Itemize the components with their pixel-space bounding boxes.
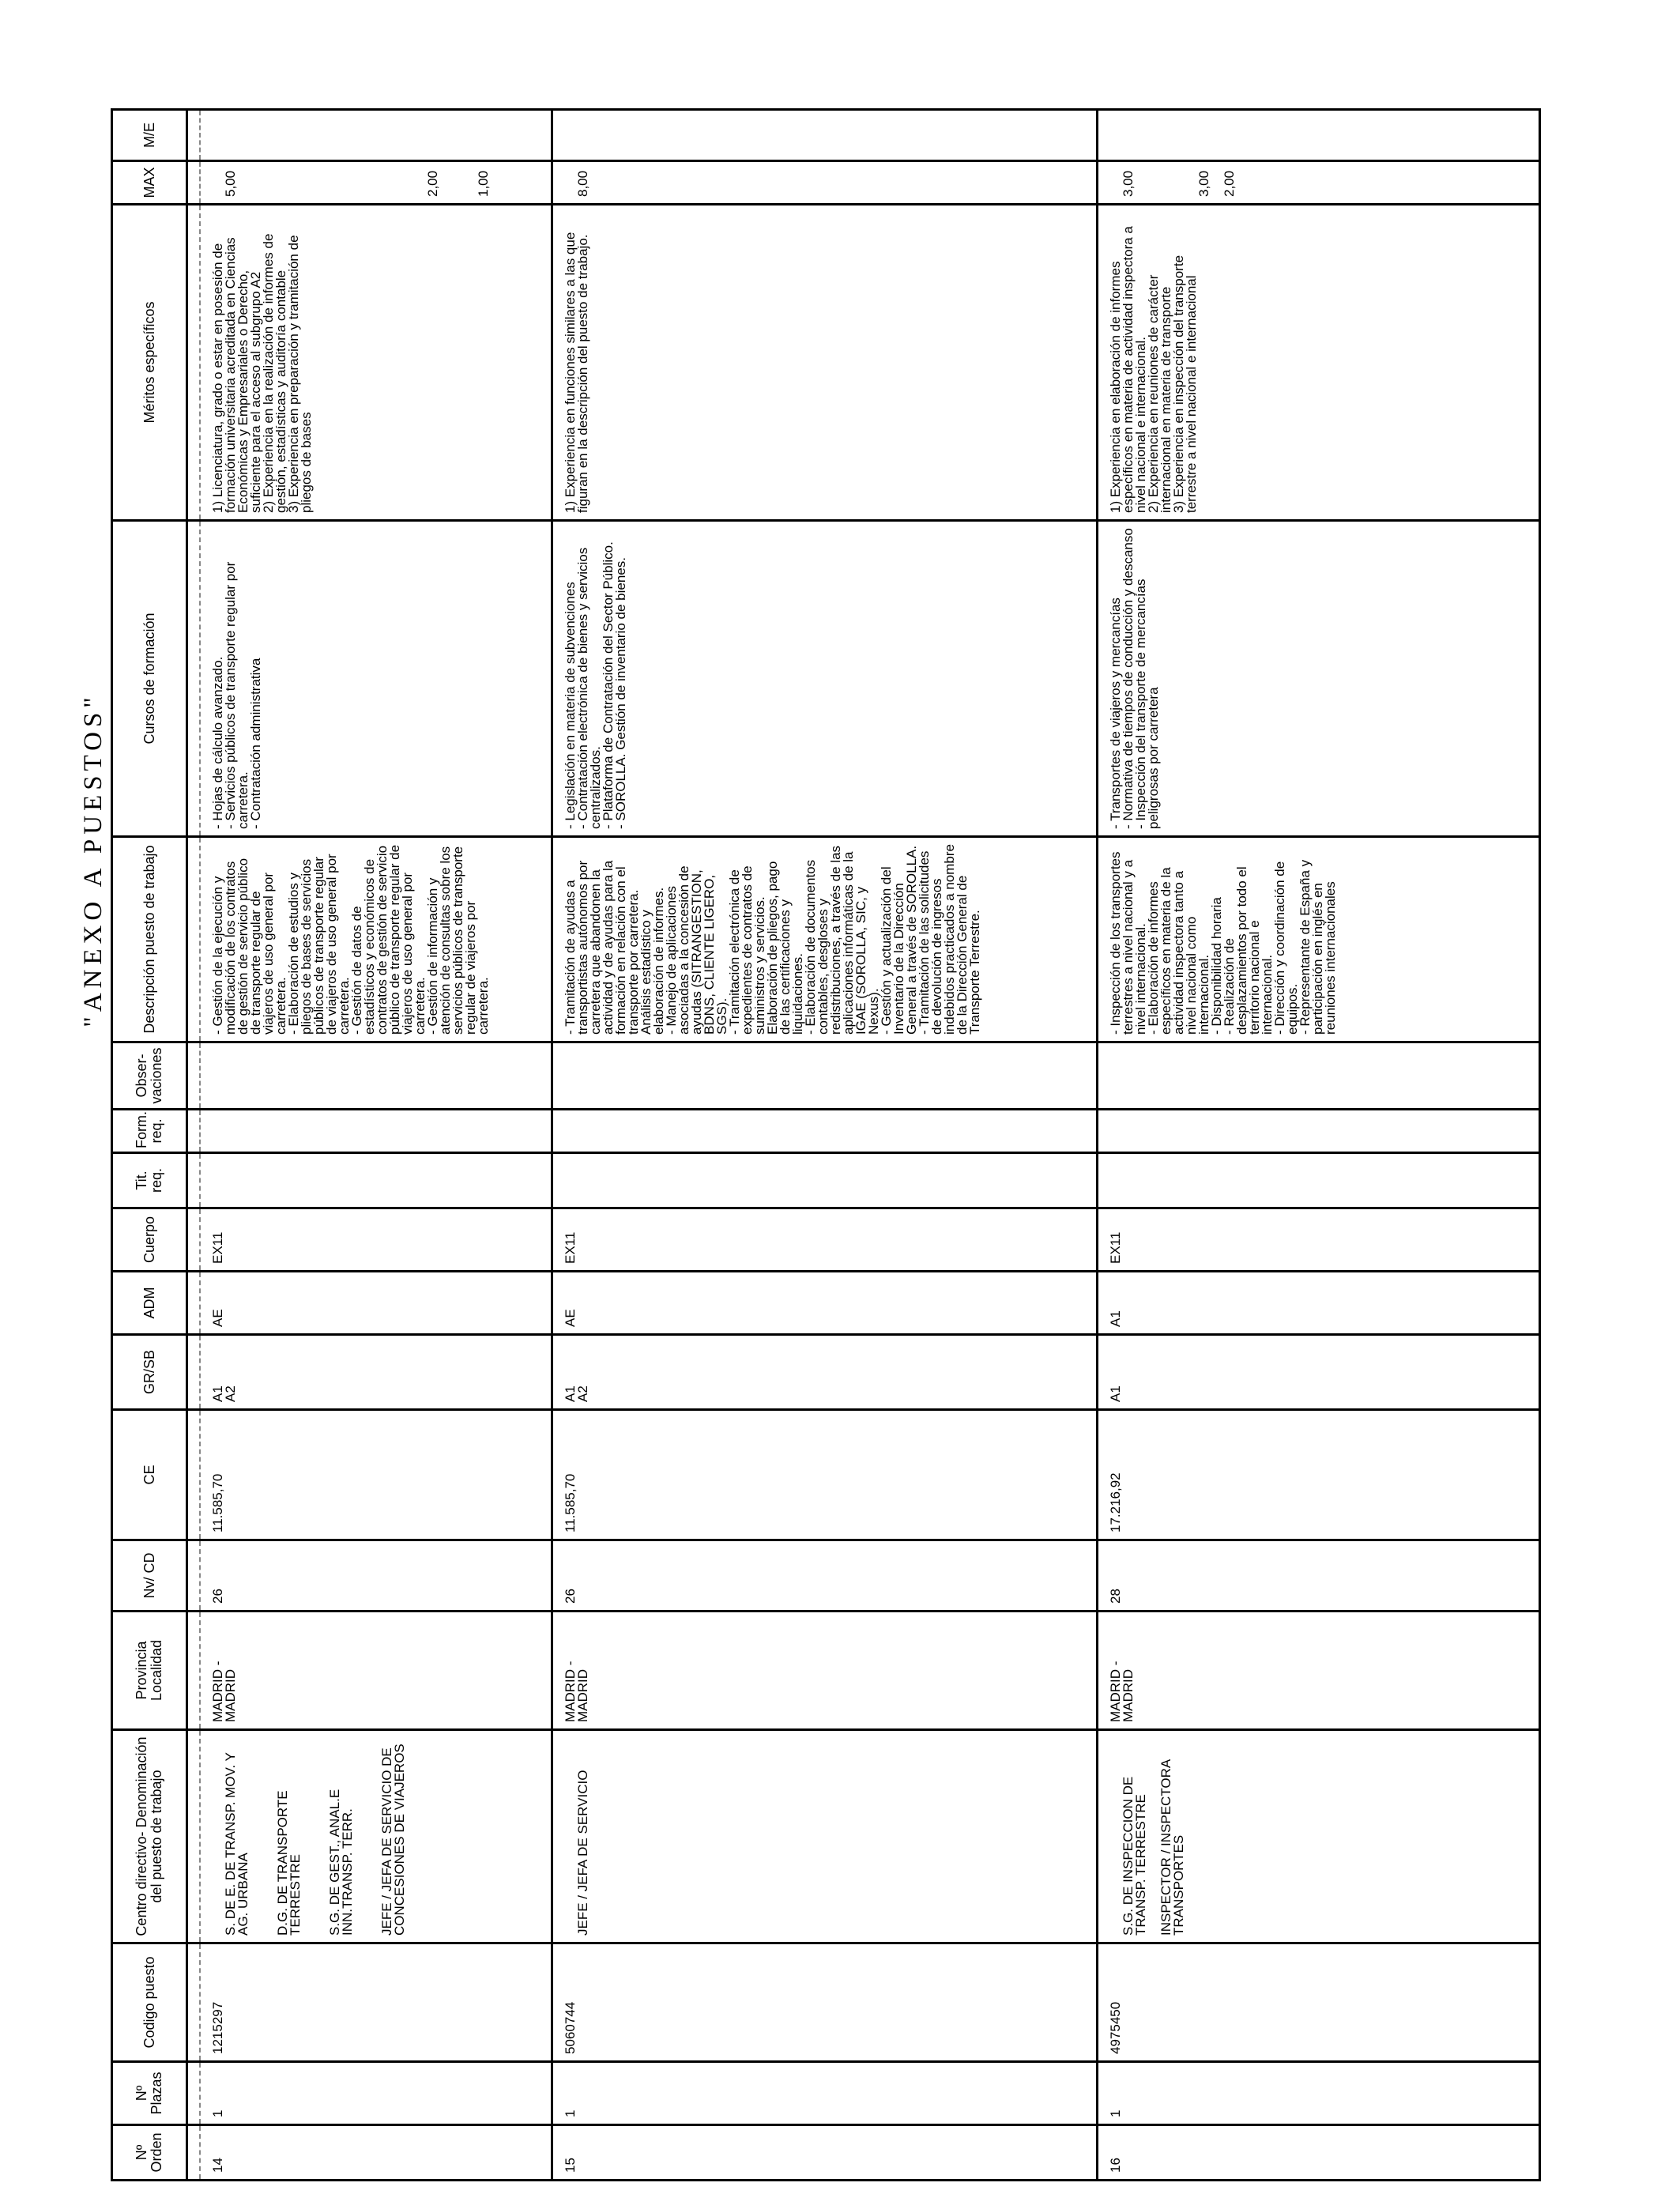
cell-grsb: A1: [1097, 1335, 1539, 1410]
max-value: 2,00: [1221, 170, 1237, 197]
cell-orden: 16: [1097, 2125, 1539, 2181]
header-centro: Centro directivo- Denominación del puesto de trabajo: [112, 1730, 187, 1943]
cell-adm: AE: [200, 1272, 552, 1335]
header-nivel: Nv/ CD: [112, 1540, 187, 1612]
max-value: [275, 168, 288, 197]
cell-tit: [1097, 1153, 1539, 1208]
cell-cursos: - Transportes de viajeros y mercancías - Normativa de tiempos de conducción y descanso - Inspección del transporte de mercancías peligrosas por carretera: [1097, 521, 1539, 837]
cell-max: [552, 161, 1097, 205]
header-ce: CE: [112, 1410, 187, 1540]
cell-form: [200, 1110, 552, 1153]
cell-adm: AE: [552, 1272, 1097, 1335]
cell-meritos: 1) Experiencia en elaboración de informes específicos en materia de actividad inspectora a nivel nacional e internacional. 2) Experiencia en reuniones de carácter internacional en materia de transporte 3) Experiencia en inspección del transporte terrestre a nivel nacional e internacional: [1097, 205, 1539, 521]
cell-me: [1097, 110, 1539, 161]
cell-nivel: 28: [1097, 1540, 1539, 1612]
table-row: [552, 110, 1097, 2181]
cell-orden: 15: [552, 2125, 1097, 2181]
cell-provincia: MADRID - MADRID: [1097, 1612, 1539, 1730]
cell-adm: A1: [1097, 1272, 1539, 1335]
cell-descripcion: - Inspección de los transportes terrestres a nivel nacional y a nivel internacional. - Elaboración de informes específicos en materia de la actividad inspectora tanto a nivel nacional como internacional. - Disponibilidad horaria - Realización de desplazamientos por todo el territorio nacional e internacional. - Dirección y coordinación de equipos. - Representante de España y participación en inglés en reuniones internacionales: [1097, 837, 1539, 1042]
header-cursos: Cursos de formación: [112, 521, 187, 837]
cell-ce: 11.585,70: [552, 1410, 1097, 1540]
annex-title: "ANEXO A PUESTOS": [79, 692, 107, 1027]
max-value: 5,00: [223, 170, 238, 197]
header-meritos: Méritos específicos: [112, 205, 187, 521]
cell-provincia: MADRID - MADRID: [200, 1612, 552, 1730]
max-value: [300, 168, 313, 197]
cell-cuerpo: EX11: [552, 1208, 1097, 1272]
cell-nivel: 26: [552, 1540, 1097, 1612]
centro-line: S.G. DE INSPECCION DE TRANSP. TERRESTRE: [1120, 1776, 1148, 1936]
centro-line: S. DE E. DE TRANSP. MOV. Y AG. URBANA: [223, 1752, 250, 1936]
cell-me: [200, 110, 552, 161]
header-tit: Tit. req.: [112, 1153, 187, 1208]
cell-codigo: 5060744: [552, 1943, 1097, 2062]
cell-centro: [200, 1730, 552, 1943]
max-value: 1,00: [476, 170, 491, 197]
cell-tit: [200, 1153, 552, 1208]
cell-meritos: 1) Experiencia en funciones similares a las que figuran en la descripción del puesto de trabajo.: [552, 205, 1097, 521]
cell-centro: [552, 1730, 1097, 1943]
header-max: MAX: [112, 161, 187, 205]
cell-grsb: A1 A2: [552, 1335, 1097, 1410]
annex-sheet: [111, 111, 1667, 2181]
cell-obs: [200, 1042, 552, 1110]
cell-ce: 17.216,92: [1097, 1410, 1539, 1540]
max-value: [1147, 168, 1160, 197]
table-row: [1097, 110, 1539, 2181]
header-adm: ADM: [112, 1272, 187, 1335]
header-obs: Obser- vaciones: [112, 1042, 187, 1110]
header-n-orden: Nº Orden: [112, 2125, 187, 2181]
cell-codigo: 1215297: [200, 1943, 552, 2062]
max-value: [401, 168, 414, 197]
cell-centro: [1097, 1730, 1539, 1943]
max-value: [351, 168, 363, 197]
cell-plazas: 1: [1097, 2062, 1539, 2125]
cell-obs: [1097, 1042, 1539, 1110]
spacer-row: [187, 110, 201, 2181]
max-value: [326, 168, 338, 197]
header-n-plazas: Nº Plazas: [112, 2062, 187, 2125]
header-grsb: GR/SB: [112, 1335, 187, 1410]
cell-cuerpo: EX11: [1097, 1208, 1539, 1272]
cell-form: [1097, 1110, 1539, 1153]
cell-obs: [552, 1042, 1097, 1110]
cell-ce: 11.585,70: [200, 1410, 552, 1540]
header-row: [112, 110, 187, 2181]
cell-nivel: 26: [200, 1540, 552, 1612]
max-value: 3,00: [1196, 170, 1211, 197]
cell-tit: [552, 1153, 1097, 1208]
header-cuerpo: Cuerpo: [112, 1208, 187, 1272]
table-row: [200, 110, 552, 2181]
cell-plazas: 1: [552, 2062, 1097, 2125]
cell-descripcion: - Tramitación de ayudas a transportistas autónomos por carretera que abandonen la actividad y de ayudas para la formación en relación con el transporte por carretera. Análisis estadístico y elaboración de informes. - Manejo de aplicaciones asociadas a la concesión de ayudas (SITRANGESTION, BDNS, CLIENTE LIGERO, SGS). - Tramitación electrónica de expedientes de contratos de suministros y servicios. Elaboración de pliegos, pago de las certificaciones y liquidaciones. - Elaboración de documentos contables, desgloses y redistribuciones, a través de las aplicaciones informáticas de la IGAE (SOROLLA, SIC, y Nexus). - Gestión y actualización del Inventario de la Dirección General a través de SOROLLA. - Tramitación de las solicitudes de devolución de ingresos indebidos practicados a nombre de la Dirección General de Transporte Terrestre.: [552, 837, 1097, 1042]
cell-cursos: - Hojas de cálculo avanzado. - Servicios públicos de transporte regular por carretera. - Contratación administrativa: [200, 521, 552, 837]
cell-max: [1097, 161, 1539, 205]
puesto-name: JEFE / JEFA DE SERVICIO DE CONCESIONES DE VIAJEROS: [379, 1744, 407, 1936]
cell-cuerpo: EX11: [200, 1208, 552, 1272]
max-value: [452, 168, 465, 197]
cell-plazas: 1: [200, 2062, 552, 2125]
header-form: Form. req.: [112, 1110, 187, 1153]
max-value: [250, 168, 262, 197]
cell-cursos: - Legislación en materia de subvenciones - Contratación electrónica de bienes y servicios centralizados. - Plataforma de Contratación del Sector Público. - SOROLLA. Gestión de inventario de bienes.: [552, 521, 1097, 837]
max-value: 8,00: [574, 170, 590, 197]
puesto-name: JEFE / JEFA DE SERVICIO: [574, 1770, 590, 1936]
puesto-name: INSPECTOR / INSPECTORA TRANSPORTES: [1158, 1759, 1186, 1936]
max-value: [1173, 168, 1185, 197]
cell-grsb: A1 A2: [200, 1335, 552, 1410]
max-value: [376, 168, 389, 197]
header-codigo: Codigo puesto: [112, 1943, 187, 2062]
max-value: 2,00: [425, 170, 440, 197]
cell-codigo: 4975450: [1097, 1943, 1539, 2062]
header-me: M/E: [112, 110, 187, 161]
header-provincia: Provincia Localidad: [112, 1612, 187, 1730]
cell-orden: 14: [200, 2125, 552, 2181]
cell-form: [552, 1110, 1097, 1153]
cell-me: [552, 110, 1097, 161]
cell-meritos: 1) Licenciatura, grado o estar en posesión de formación universitaria acreditada en Ciencias Económicas y Empresariales o Derecho, suficiente para el acceso al subgrupo A2 2) Experiencia en la realización de informes de gestión, estadísticas y auditoría contable 3) Experiencia en preparación y tramitación de pliegos de bases: [200, 205, 552, 521]
header-descripcion: Descripción puesto de trabajo: [112, 837, 187, 1042]
annex-table: [111, 108, 1541, 2181]
centro-line: D.G. DE TRANSPORTE TERRESTRE: [275, 1790, 303, 1936]
cell-descripcion: - Gestión de la ejecución y modificación de los contratos de gestión de servicio público de transporte regular de viajeros de uso general por carretera. - Elaboración de estudios y pliegos de bases de servicios públicos de transporte regular de viajeros de uso general por carretera. - Gestión de datos de estadísticos y económicos de contratos de gestión de servicio público de transporte regular de viajeros de uso general por carretera. - Gestión de información y atención de consultas sobre los servicios públicos de transporte regular de viajeros por carretera.: [200, 837, 552, 1042]
max-value: 3,00: [1120, 170, 1136, 197]
cell-provincia: MADRID - MADRID: [552, 1612, 1097, 1730]
centro-line: S.G. DE GEST., ANAL.E INN.TRANSP. TERR.: [327, 1789, 355, 1936]
cell-max: [200, 161, 552, 205]
